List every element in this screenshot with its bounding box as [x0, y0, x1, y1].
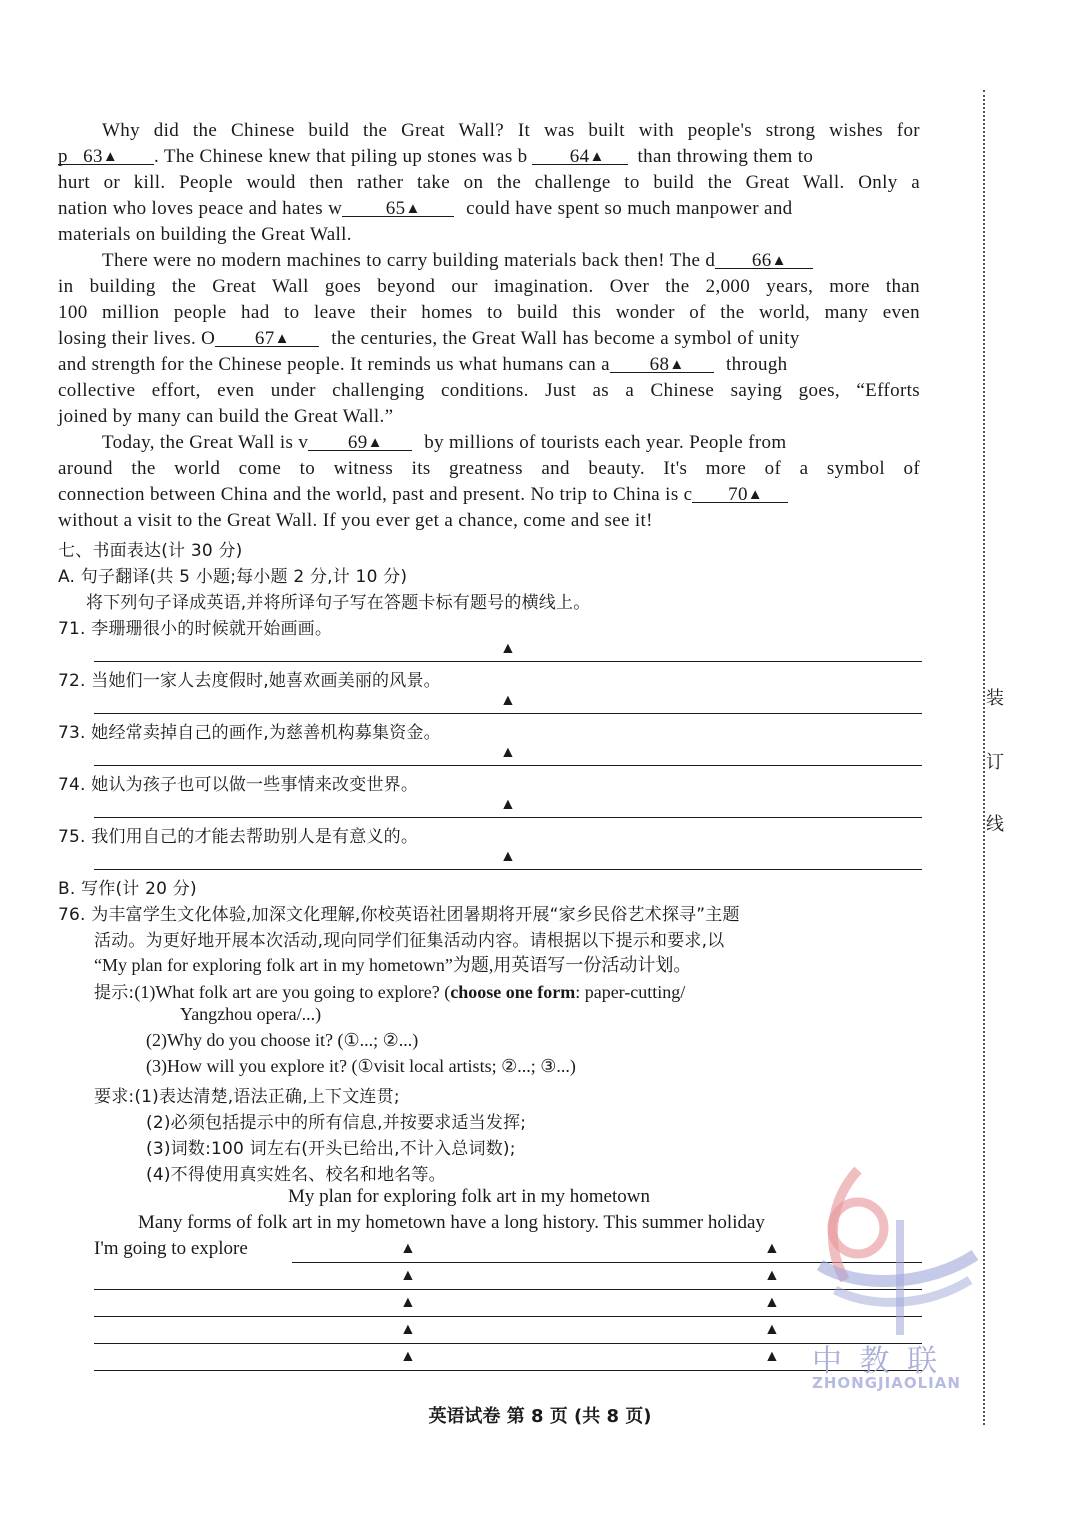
passage-text: nation who loves peace and hates w: [58, 198, 343, 219]
hint-bold: choose one form: [450, 982, 576, 1002]
binding-label: 线: [986, 814, 1004, 835]
essay-title: My plan for exploring folk art in my hometown: [288, 1186, 650, 1207]
triangle-marker: ▲: [669, 357, 685, 373]
triangle-marker: ▲: [500, 796, 516, 813]
passage-text: by millions of tourists each year. People from: [424, 432, 787, 453]
blank-number: 70: [728, 484, 748, 505]
triangle-marker: ▲: [500, 848, 516, 865]
requirement-4: (4)不得使用真实姓名、校名和地名等。: [146, 1165, 446, 1185]
blank-64[interactable]: [532, 144, 628, 165]
passage-line: [58, 352, 920, 378]
hint-2: (2)Why do you choose it? (①...; ②...): [146, 1030, 419, 1050]
passage-line: 100 million people had to leave their homes to build this wonder of the world, many even: [58, 302, 920, 323]
passage-text: There were no modern machines to carry building materials back then! The d: [102, 250, 716, 271]
triangle-marker: ▲: [400, 1240, 416, 1257]
triangle-marker: ▲: [500, 744, 516, 761]
watermark-logo: [800, 1160, 990, 1350]
answer-line-72[interactable]: [94, 713, 922, 714]
req-label: 要求:: [94, 1087, 135, 1107]
passage-paragraph-3: [58, 430, 920, 534]
passage-line: [58, 196, 920, 222]
passage-text: Today, the Great Wall is v: [102, 432, 309, 453]
blank-65[interactable]: [342, 196, 454, 217]
triangle-marker: ▲: [764, 1267, 780, 1284]
passage-text: than throwing them to: [637, 146, 814, 167]
passage-line: collective effort, even under challenging conditions. Just as a Chinese saying goes, “Efforts: [58, 380, 920, 401]
hint-1: [94, 978, 685, 1003]
hint-text: : paper-cutting/: [575, 982, 686, 1002]
essay-opening-line: I'm going to explore: [94, 1238, 248, 1259]
triangle-marker: ▲: [500, 640, 516, 657]
page-footer: 英语试卷 第 8 页 (共 8 页): [428, 1406, 652, 1427]
triangle-marker: ▲: [764, 1240, 780, 1257]
triangle-marker: ▲: [764, 1294, 780, 1311]
essay-line-2[interactable]: [94, 1289, 922, 1290]
blank-68[interactable]: [610, 352, 714, 373]
hint-text: (1)What folk art are you going to explore? (: [134, 982, 451, 1002]
blank-number: 64: [569, 146, 590, 167]
part-a-instruction: 将下列句子译成英语,并将所译句子写在答题卡标有题号的横线上。: [86, 593, 591, 613]
answer-line-71[interactable]: [94, 661, 922, 662]
triangle-marker: ▲: [102, 149, 119, 165]
requirement-2: (2)必须包括提示中的所有信息,并按要求适当发挥;: [146, 1113, 527, 1133]
blank-69[interactable]: [308, 430, 412, 451]
answer-line-75[interactable]: [94, 869, 922, 870]
blank-63[interactable]: [58, 144, 154, 165]
blank-number: 68: [649, 354, 670, 375]
passage-text: . The Chinese knew that piling up stones was b: [154, 146, 528, 167]
passage-line: Why did the Chinese build the Great Wall? It was built with people's strong wishes for: [102, 120, 920, 141]
blank-70[interactable]: [692, 482, 788, 503]
triangle-marker: ▲: [747, 487, 763, 503]
triangle-marker: ▲: [500, 692, 516, 709]
triangle-marker: ▲: [400, 1294, 416, 1311]
passage-line: [58, 144, 920, 170]
question-71: 71. 李珊珊很小的时候就开始画画。: [58, 619, 333, 639]
blank-number: 69: [347, 432, 368, 453]
blank-number: 66: [751, 250, 772, 271]
blank-number: 65: [385, 198, 406, 219]
essay-line-4[interactable]: [94, 1343, 922, 1344]
triangle-marker: ▲: [367, 435, 383, 451]
triangle-marker: ▲: [589, 149, 605, 165]
blank-66[interactable]: [715, 248, 813, 269]
blank-number: 67: [254, 328, 275, 349]
question-76-line: “My plan for exploring folk art in my hometown”为题,用英语写一份活动计划。: [94, 955, 692, 975]
blank-number: 63: [83, 146, 103, 167]
question-72: 72. 当她们一家人去度假时,她喜欢画美丽的风景。: [58, 671, 441, 691]
passage-line: hurt or kill. People would then rather take on the challenge to build the Great Wall. Only a: [58, 172, 920, 193]
hint-3: (3)How will you explore it? (①visit local artists; ②...; ③...): [146, 1056, 576, 1076]
requirement-3: (3)词数:100 词左右(开头已给出,不计入总词数);: [146, 1139, 516, 1159]
passage-text: connection between China and the world, past and present. No trip to China is c: [58, 484, 693, 505]
question-76-line: 活动。为更好地开展本次活动,现向同学们征集活动内容。请根据以下提示和要求,以: [94, 931, 725, 951]
blank-67[interactable]: [215, 326, 319, 347]
passage-text: could have spent so much manpower and: [466, 198, 793, 219]
passage-line: [58, 248, 920, 274]
part-b-title: B. 写作(计 20 分): [58, 879, 197, 899]
binding-dotted-line: [983, 90, 985, 1425]
answer-line-73[interactable]: [94, 765, 922, 766]
passage-paragraph-2: [58, 248, 920, 430]
answer-line-74[interactable]: [94, 817, 922, 818]
passage-text: the centuries, the Great Wall has become a symbol of unity: [331, 328, 800, 349]
watermark-text-en: ZHONGJIAOLIAN: [812, 1374, 961, 1392]
passage-line: [58, 482, 920, 508]
triangle-marker: ▲: [771, 253, 787, 269]
passage-line: materials on building the Great Wall.: [58, 224, 352, 245]
essay-line-5[interactable]: [94, 1370, 922, 1371]
triangle-marker: ▲: [400, 1267, 416, 1284]
hint-1-cont: Yangzhou opera/...): [180, 1004, 322, 1024]
question-75: 75. 我们用自己的才能去帮助别人是有意义的。: [58, 827, 419, 847]
triangle-marker: ▲: [405, 201, 421, 217]
watermark-text-cn: 中 教 联: [812, 1344, 942, 1379]
essay-line-3[interactable]: [94, 1316, 922, 1317]
passage-line: around the world come to witness its greatness and beauty. It's more of a symbol of: [58, 458, 920, 479]
triangle-marker: ▲: [274, 331, 290, 347]
passage-line: without a visit to the Great Wall. If you ever get a chance, come and see it!: [58, 510, 653, 531]
triangle-marker: ▲: [764, 1321, 780, 1338]
passage-line: joined by many can build the Great Wall.”: [58, 406, 394, 427]
question-74: 74. 她认为孩子也可以做一些事情来改变世界。: [58, 775, 419, 795]
passage-line: in building the Great Wall goes beyond our imagination. Over the 2,000 years, more than: [58, 276, 920, 297]
passage-text: losing their lives. O: [58, 328, 216, 349]
triangle-marker: ▲: [764, 1348, 780, 1365]
passage-line: [58, 430, 920, 456]
passage-paragraph-1: [58, 118, 920, 248]
section-title: 七、书面表达(计 30 分): [58, 541, 243, 561]
part-a-title: A. 句子翻译(共 5 小题;每小题 2 分,计 10 分): [58, 567, 408, 587]
triangle-marker: ▲: [400, 1348, 416, 1365]
passage-text: and strength for the Chinese people. It reminds us what humans can a: [58, 354, 610, 375]
hint-label: 提示:: [94, 983, 135, 1003]
question-73: 73. 她经常卖掉自己的画作,为慈善机构募集资金。: [58, 723, 441, 743]
req-text: (1)表达清楚,语法正确,上下文连贯;: [134, 1087, 400, 1107]
binding-label: 订: [986, 752, 1004, 773]
question-76-line: 76. 为丰富学生文化体验,加深文化理解,你校英语社团暑期将开展“家乡民俗艺术探寻”主题: [58, 905, 740, 925]
binding-label: 装: [986, 688, 1004, 709]
blank-letter: p: [58, 146, 68, 167]
passage-line: [58, 326, 920, 352]
requirement-1: [94, 1082, 400, 1107]
triangle-marker: ▲: [400, 1321, 416, 1338]
essay-opening-line: Many forms of folk art in my hometown have a long history. This summer holiday: [138, 1212, 765, 1233]
passage-text: through: [725, 354, 788, 375]
